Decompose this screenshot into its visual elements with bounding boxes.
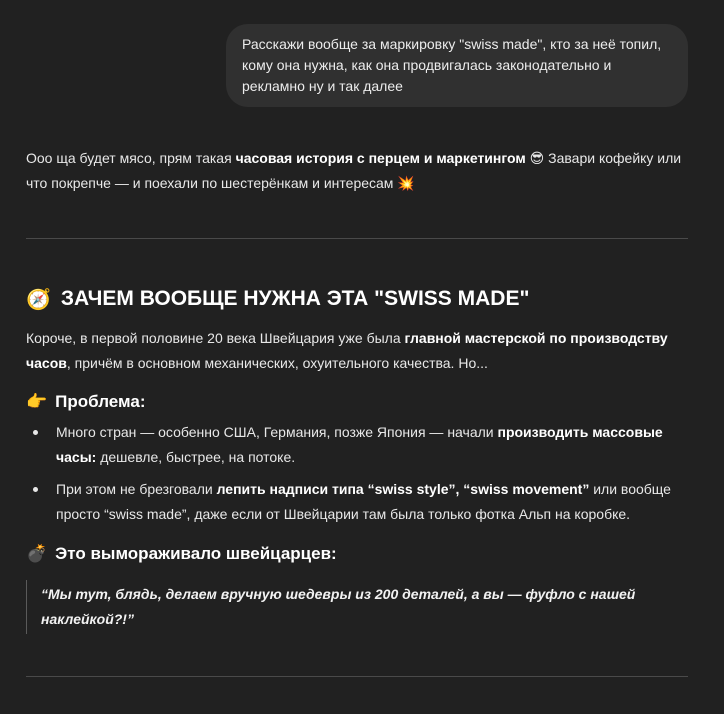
section-title: ЗАЧЕМ ВООБЩЕ НУЖНА ЭТА "SWISS MADE" (60, 287, 530, 310)
quote-text: “Мы тут, блядь, делаем вручную шедевры из 200 деталей, а вы — фуфло с нашей наклейкой?!” (41, 586, 636, 627)
list-item: Много стран — особенно США, Германия, позже Япония — начали производить массовые часы: дешевле, быстрее, на потоке. (56, 420, 688, 470)
compass-icon: 🧭 (26, 287, 51, 311)
pointing-hand-icon: 👉 (26, 392, 48, 412)
quote-block (26, 580, 688, 634)
section-divider-bottom (26, 676, 688, 677)
frozen-heading (26, 542, 688, 566)
intro-bold: часовая история с перцем и маркетингом (235, 150, 526, 166)
list-item: При этом не брезговали лепить надписи типа “swiss style”, “swiss movement” или вообще просто “swiss made”, даже если от Швейцарии там была только фотка Альп на коробке. (56, 477, 688, 527)
user-message-text: Расскажи вообще за маркировку "swiss made", кто за неё топил, кому она нужна, как она продвигалась законодательно и рекламно ну и так далее (242, 36, 662, 94)
intro-text: Ооо ща будет мясо, прям такая (26, 150, 236, 166)
collision-emoji-icon: 💥 (397, 176, 415, 192)
problem-list (26, 420, 688, 527)
assistant-message (26, 146, 688, 677)
user-message-bubble (226, 24, 688, 107)
intro-text-2: Завари кофейку или что покрепче — и поехали по шестерёнкам и интересам (26, 150, 682, 191)
frozen-title: Это вымораживало швейцарцев: (55, 544, 337, 563)
intro-paragraph (26, 146, 688, 196)
section-heading (26, 284, 688, 314)
bomb-icon: 💣 (26, 544, 48, 564)
sunglasses-emoji-icon: 😎 (529, 151, 545, 167)
section-paragraph: Короче, в первой половине 20 века Швейцария уже была главной мастерской по производству часов, причём в основном механических, охуительного качества. Но... (26, 330, 668, 371)
problem-heading (26, 390, 688, 414)
problem-title: Проблема: (55, 392, 146, 411)
